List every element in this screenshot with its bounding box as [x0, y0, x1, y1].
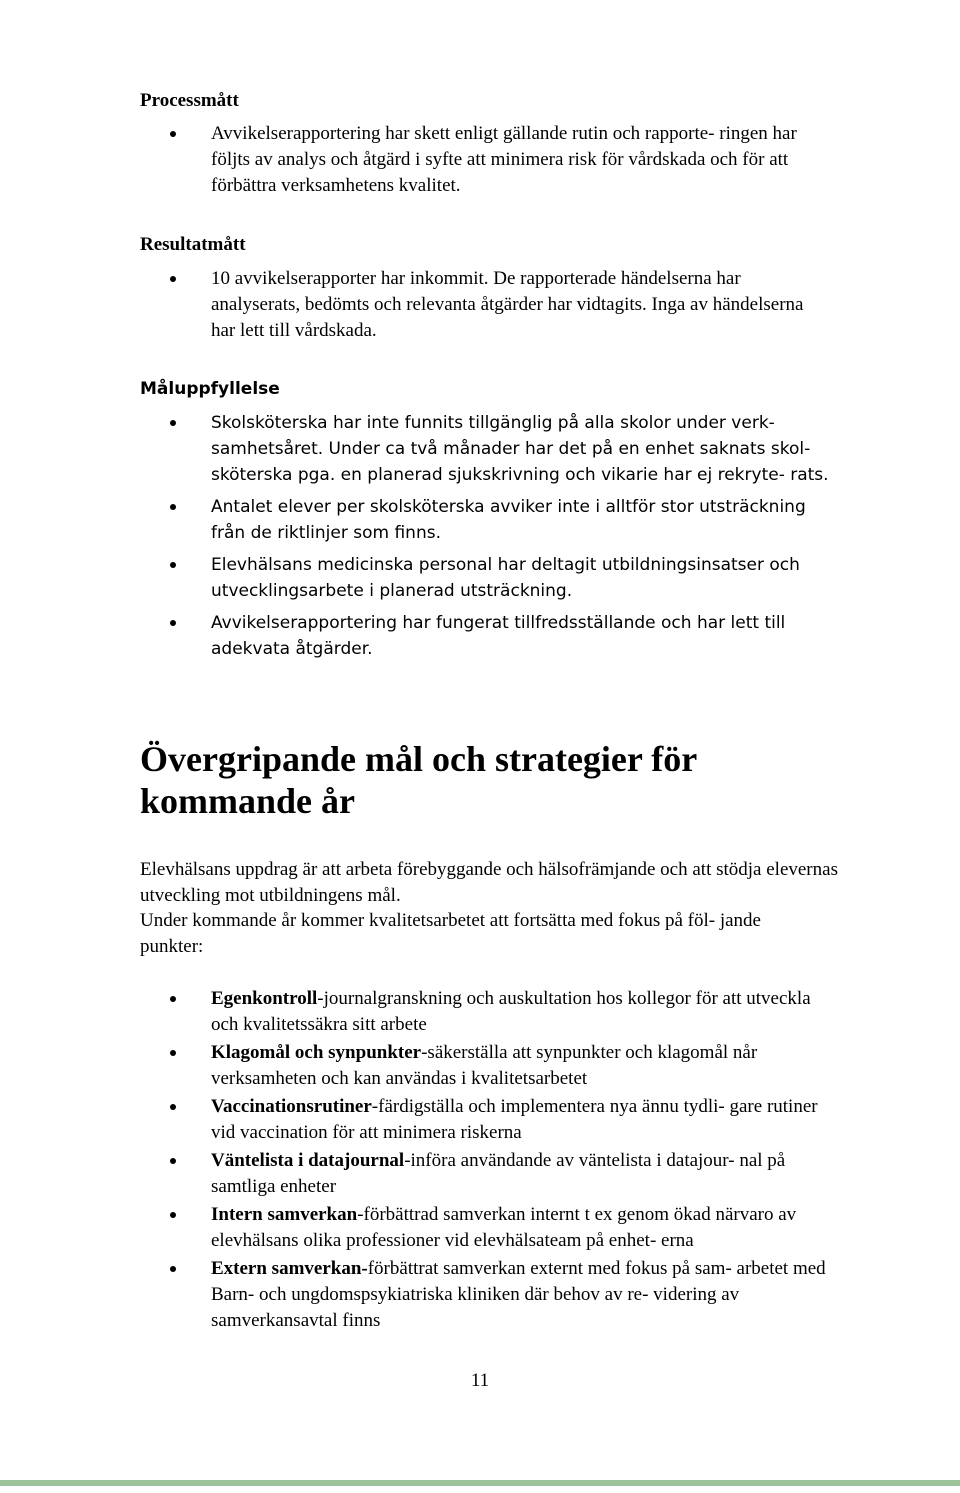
- point-text: -journalgranskning och auskultation hos kollegor för att utveckla och kvalitetssäkra sitt arbete: [211, 988, 811, 1035]
- list-item: Avvikelserapportering har skett enligt gällande rutin och rapporte- ringen har följts av analys och åtgärd i syfte att minimera risk för vårdskada och för att förbättra verksamhetens kvalitet.: [170, 121, 810, 199]
- footer-divider: [0, 1480, 960, 1486]
- list-item: Elevhälsans medicinska personal har deltagit utbildningsinsatser och utvecklingsarbete i planerad utsträckning.: [170, 552, 830, 604]
- point-title: Intern samverkan: [211, 1204, 358, 1225]
- strategy-list: [170, 986, 830, 1336]
- section-paragraph-1: Elevhälsans uppdrag är att arbeta förebyggande och hälsofrämjande och att stödja elevernas utveckling mot utbildningens mål.: [140, 859, 838, 906]
- page-number: 11: [470, 1370, 490, 1391]
- list-item: Avvikelserapportering har fungerat tillfredsställande och har lett till adekvata åtgärder.: [170, 610, 830, 662]
- list-item-intern-samverkan: [170, 1202, 830, 1254]
- heading-processmatt: Processmått: [140, 90, 239, 111]
- list-item: Antalet elever per skolsköterska avviker inte i alltför stor utsträckning från de riktlinjer som finns.: [170, 494, 830, 546]
- point-title: Extern samverkan-: [211, 1258, 368, 1279]
- maluppfyllelse-list: [170, 410, 830, 668]
- heading-maluppfyllelse: Måluppfyllelse: [140, 379, 280, 399]
- list-item-vaccinationsrutiner: [170, 1094, 830, 1146]
- resultatmatt-list: [170, 266, 830, 344]
- point-text: förbättrat samverkan externt med fokus på sam- arbetet med Barn- och ungdomspsykiatriska kliniken där behov av re- videring av samverkansavtal finns: [211, 1258, 826, 1331]
- list-item: Skolsköterska har inte funnits tillgänglig på alla skolor under verk- samhetsåret. Under ca två månader har det på en enhet saknats skol- sköterska pga. en planerad sjukskrivning och vikarie har ej rekryte- rats.: [170, 410, 830, 488]
- list-item-egenkontroll: [170, 986, 830, 1038]
- heading-resultatmatt: Resultatmått: [140, 234, 246, 255]
- point-title: Klagomål och synpunkter: [211, 1042, 422, 1063]
- point-text: -säkerställa att synpunkter och klagomål når verksamheten och kan användas i kvalitetsarbetet: [211, 1042, 758, 1089]
- point-text: -färdigställa och implementera nya ännu tydli- gare rutiner vid vaccination för att minimera riskerna: [211, 1096, 818, 1143]
- section-title: Övergripande mål och strategier för kommande år: [140, 739, 697, 821]
- point-title: Egenkontroll: [211, 988, 318, 1009]
- list-item-klagomal: [170, 1040, 830, 1092]
- list-item-extern-samverkan: [170, 1256, 830, 1334]
- section-paragraph-2: Under kommande år kommer kvalitetsarbetet att fortsätta med fokus på föl- jande punkter:: [140, 910, 761, 957]
- point-title: Väntelista i datajournal: [211, 1150, 405, 1171]
- list-item: 10 avvikelserapporter har inkommit. De rapporterade händelserna har analyserats, bedömts och relevanta åtgärder har vidtagits. Inga av händelserna har lett till vårdskada.: [170, 266, 830, 344]
- point-text: -förbättrad samverkan internt t ex genom ökad närvaro av elevhälsans olika professioner vid elevhälsateam på enhet- erna: [211, 1204, 797, 1251]
- list-item-vantelista: [170, 1148, 830, 1200]
- processmatt-list: [170, 121, 810, 199]
- point-text: -införa användande av väntelista i datajour- nal på samtliga enheter: [211, 1150, 786, 1197]
- point-title: Vaccinationsrutiner: [211, 1096, 372, 1117]
